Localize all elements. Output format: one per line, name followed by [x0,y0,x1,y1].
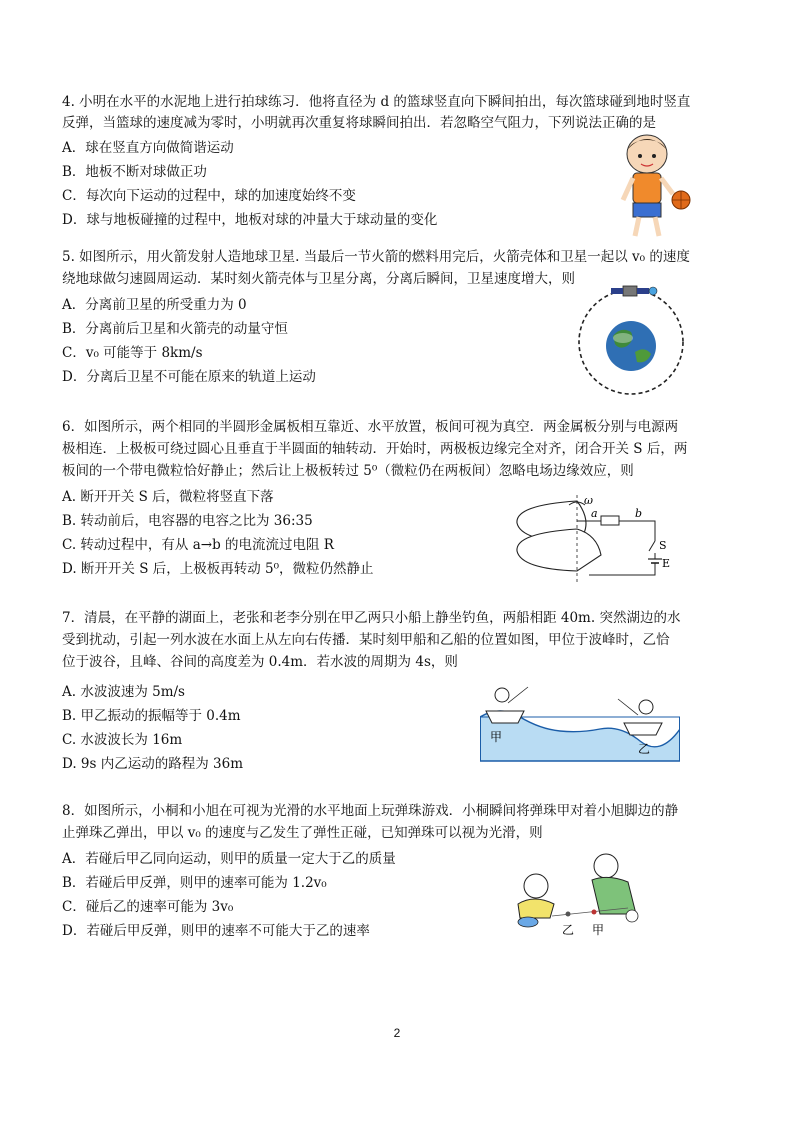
child-left-icon [518,874,554,927]
q5-option-d: D．分离后卫星不可能在原来的轨道上运动 [62,369,316,385]
q7-option-b: B. 甲乙振动的振幅等于 0.4m [62,708,241,724]
q4-option-c: C．每次向下运动的过程中，球的加速度始终不变 [62,188,356,204]
q8-option-d: D．若碰后甲反弹，则甲的速率不可能大于乙的速率 [62,923,370,939]
q5-option-b: B．分离前后卫星和火箭壳的动量守恒 [62,321,288,337]
q6-stem-line-2: 极相连．上极板可绕过圆心且垂直于半圆面的轴转动．开始时，两极板边缘完全对齐，闭合开关 S 后，两 [62,441,688,457]
q5-stem-line-2: 绕地球做匀速圆周运动．某时刻火箭壳体与卫星分离，分离后瞬间，卫星速度增大，则 [62,271,575,287]
q8-stem-line-1: 8．如图所示，小桐和小旭在可视为光滑的水平地面上玩弹珠游戏．小桐瞬间将弹珠甲对着小旭脚边的静 [62,803,679,819]
label-jia: 甲 [592,923,605,936]
q8-stem-line-2: 止弹珠乙弹出，甲以 v₀ 的速度与乙发生了弹性正碰，已知弹珠可以视为光滑，则 [62,825,543,841]
marble-jia [592,910,597,915]
q6-option-a: A. 断开开关 S 后，微粒将竖直下落 [62,489,274,505]
q8-option-b: B．若碰后甲反弹，则甲的速率可能为 1.2v₀ [62,875,327,891]
q6-stem-line-3: 板间的一个带电微粒恰好静止；然后让上极板转过 5⁰（微粒仍在两板间）忽略电场边缘效应，则 [62,463,634,479]
label-a: a [591,507,598,520]
q8-option-a: A．若碰后甲乙同向运动，则甲的质量一定大于乙的质量 [62,851,396,867]
q4-option-b: B．地板不断对球做正功 [62,164,207,180]
child-right-icon [592,854,638,922]
q8-option-c: C．碰后乙的速率可能为 3v₀ [62,899,234,915]
q6-option-d: D. 断开开关 S 后，上极板再转动 5⁰，微粒仍然静止 [62,561,374,577]
boy-icon [623,135,673,236]
q6-option-c: C. 转动过程中，有从 a→b 的电流流过电阻 R [62,537,334,553]
label-b: b [635,507,643,520]
q7-stem-line-1: 7．清晨，在平静的湖面上，老张和老李分别在甲乙两只小船上静坐钓鱼，两船相距 40m. 突然湖边的水 [62,610,681,626]
q6-option-b: B. 转动前后，电容器的电容之比为 36:35 [62,513,313,529]
q6-stem-line-1: 6．如图所示，两个相同的半圆形金属板相互靠近、水平放置，板间可视为真空．两金属板分别与电源两 [62,419,679,435]
q5-stem-line-1: 5. 如图所示，用火箭发射人造地球卫星. 当最后一节火箭的燃料用完后，火箭壳体和卫星一起以 v₀ 的速度 [62,249,690,265]
q4-stem-line-2: 反弹，当篮球的速度减为零时，小明就再次重复将球瞬间拍出．若忽略空气阻力，下列说法正确的是 [62,115,656,131]
label-yi: 乙 [638,742,651,756]
q4-stem-line-1: 4. 小明在水平的水泥地上进行拍球练习．他将直径为 d 的篮球竖直向下瞬间拍出，每次篮球碰到地时竖直 [62,94,691,110]
basketball-icon [672,191,690,209]
label-omega: ω [584,495,593,507]
capacitor-circuit-figure [505,495,680,585]
resistor-r [601,516,619,525]
q7-stem-line-3: 位于波谷，且峰、谷间的高度差为 0.4m．若水波的周期为 4s，则 [62,654,458,670]
q4-option-d: D．球与地板碰撞的过程中，地板对球的冲量大于球动量的变化 [62,212,438,228]
switch-s [649,541,655,551]
marble-yi [566,912,571,917]
satellite-icon [611,286,657,296]
boy-basketball-figure [595,128,705,243]
label-e: E [662,557,671,570]
marbles-game-figure [508,850,660,936]
water-wave-figure [480,683,680,763]
label-s: S [659,539,667,552]
page-number: 2 [393,1026,401,1040]
satellite-orbit-figure [575,280,691,398]
label-jia: 甲 [490,730,503,744]
q4-option-a: A．球在竖直方向做简谐运动 [62,140,234,156]
q7-stem-line-2: 受到扰动，引起一列水波在水面上从左向右传播．某时刻甲船和乙船的位置如图，甲位于波峰时，乙恰 [62,632,670,648]
label-yi: 乙 [562,923,575,936]
earth-icon [606,321,656,371]
q7-option-a: A. 水波波速为 5m/s [62,684,185,700]
q7-option-c: C. 水波波长为 16m [62,732,183,748]
q7-option-d: D. 9s 内乙运动的路程为 36m [62,756,244,772]
q5-option-a: A．分离前卫星的所受重力为 0 [62,297,247,313]
q5-option-c: C．v₀ 可能等于 8km/s [62,345,203,361]
